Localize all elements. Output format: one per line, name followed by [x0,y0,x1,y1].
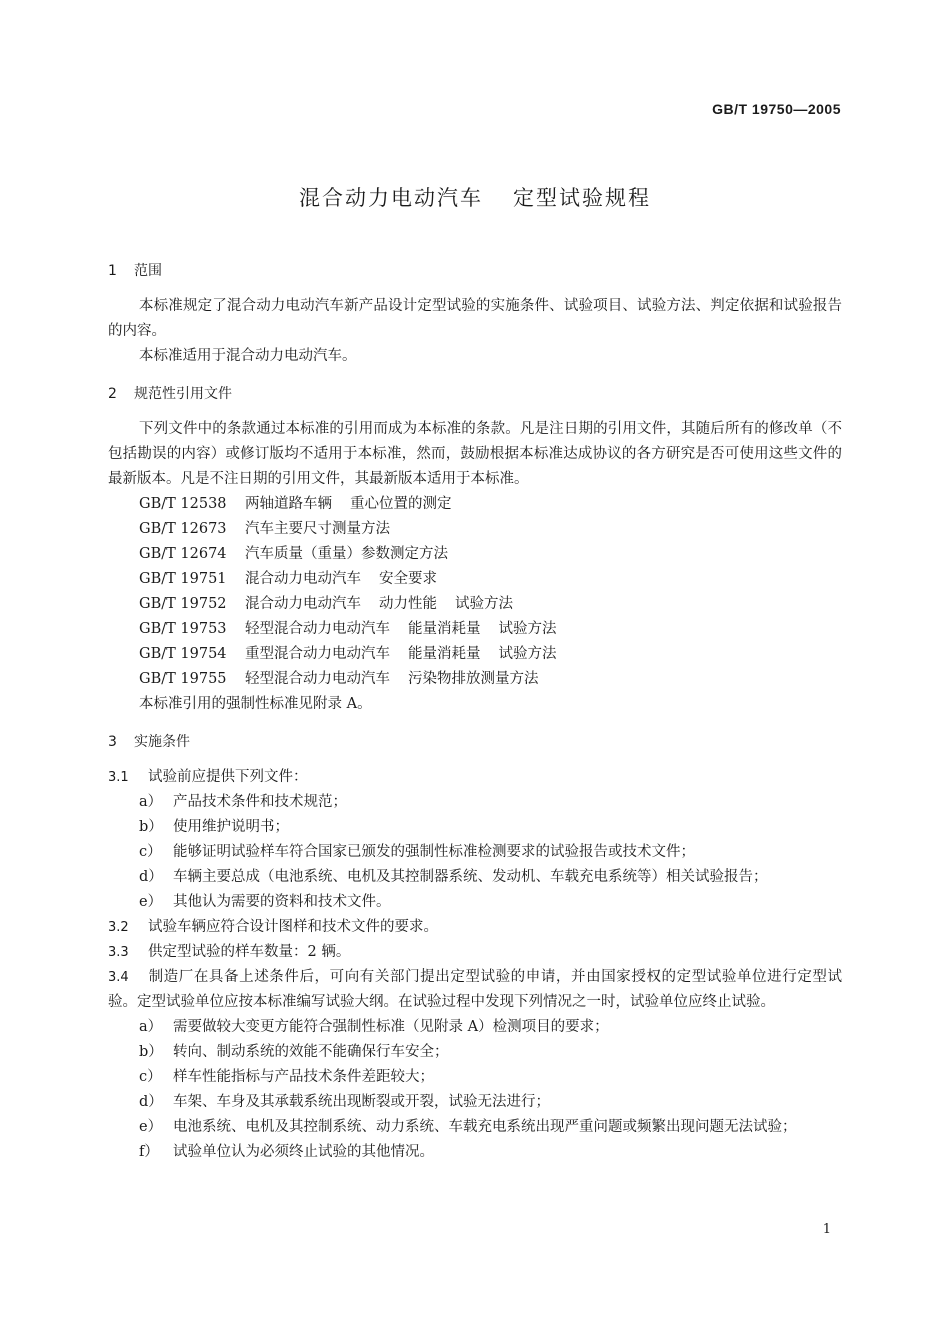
document-body [108,258,842,1165]
list-item-label: e） [139,1119,163,1135]
clause-text: 供定型试验的样车数量：2 辆。 [148,944,351,960]
list-item [108,840,842,865]
reference-title-part: 试验方法 [498,646,557,662]
clause-3-3 [108,940,842,965]
section-1-paragraph-1: 本标准规定了混合动力电动汽车新产品设计定型试验的实施条件、试验项目、试验方法、判定依据和试验报告的内容。 [108,298,842,339]
list-item-text: 使用维护说明书； [173,819,289,835]
reference-item [108,592,842,617]
reference-item [108,617,842,642]
reference-title-part: 重心位置的测定 [350,496,452,512]
list-item-text: 车架、车身及其承载系统出现断裂或开裂，试验无法进行； [173,1094,550,1110]
clause-3-4 [108,965,842,1015]
section-2-closing: 本标准引用的强制性标准见附录 A。 [139,696,372,712]
reference-title-part: 两轴道路车辆 [245,496,332,512]
list-item-text: 试验单位认为必须终止试验的其他情况。 [173,1144,434,1160]
list-item-label: d） [139,869,163,885]
reference-title-part: 能量消耗量 [408,646,481,662]
section-title: 规范性引用文件 [134,386,232,402]
reference-code: GB/T 12674 [139,546,227,562]
reference-item [108,492,842,517]
reference-title-part: 重型混合动力电动汽车 [245,646,390,662]
section-2-intro: 下列文件中的条款通过本标准的引用而成为本标准的条款。凡是注日期的引用文件，其随后所有的修改单（不包括勘误的内容）或修订版均不适用于本标准，然而，鼓励根据本标准达成协议的各方研究是否可使用这些文件的最新版本。凡是不注日期的引用文件，其最新版本适用于本标准。 [108,421,842,487]
standard-code: GB/T 19750—2005 [712,101,841,117]
list-item [108,1115,842,1140]
clause-number: 3.1 [108,770,129,785]
reference-title-part: 污染物排放测量方法 [408,671,539,687]
list-item-text: 能够证明试验样车符合国家已颁发的强制性标准检测要求的试验报告或技术文件； [173,844,695,860]
list-item-label: f） [139,1144,159,1160]
list-item-text: 车辆主要总成（电池系统、电机及其控制器系统、发动机、车载充电系统等）相关试验报告； [173,869,768,885]
reference-code: GB/T 19755 [139,671,227,687]
list-item-label: d） [139,1094,163,1110]
title-part-2: 定型试验规程 [513,186,651,210]
reference-code: GB/T 19751 [139,571,227,587]
list-item-label: b） [139,819,163,835]
clause-3-4-items [108,1015,842,1165]
clause-number: 3.4 [108,970,129,985]
section-title: 实施条件 [134,734,190,750]
document-title [0,182,950,212]
list-item [108,1140,842,1165]
reference-title-part: 能量消耗量 [408,621,481,637]
clause-text: 制造厂在具备上述条件后，可向有关部门提出定型试验的申请，并由国家授权的定型试验单位进行定型试验。定型试验单位应按本标准编写试验大纲。在试验过程中发现下列情况之一时，试验单位应终止试验。 [108,969,842,1010]
list-item-label: a） [139,1019,163,1035]
reference-title-part: 试验方法 [498,621,557,637]
reference-item [108,642,842,667]
clause-3-2 [108,915,842,940]
section-3-heading [108,729,842,755]
clause-3-1-items [108,790,842,915]
list-item [108,1090,842,1115]
reference-title-part: 试验方法 [455,596,513,612]
section-2-heading [108,381,842,407]
list-item [108,890,842,915]
list-item-label: c） [139,1069,162,1085]
list-item [108,1065,842,1090]
list-item-label: a） [139,794,163,810]
clause-text: 试验车辆应符合设计图样和技术文件的要求。 [148,919,438,935]
list-item-label: b） [139,1044,163,1060]
list-item-text: 产品技术条件和技术规范； [173,794,347,810]
list-item [108,1015,842,1040]
reference-item [108,567,842,592]
list-item-text: 样车性能指标与产品技术条件差距较大； [173,1069,434,1085]
reference-item [108,667,842,692]
page-number: 1 [822,1222,831,1237]
reference-title-part: 轻型混合动力电动汽车 [245,671,390,687]
clause-number: 3.2 [108,920,129,935]
list-item-text: 转向、制动系统的效能不能确保行车安全； [173,1044,449,1060]
reference-item [108,542,842,567]
list-item [108,815,842,840]
reference-code: GB/T 12673 [139,521,227,537]
title-part-1: 混合动力电动汽车 [299,186,483,210]
list-item-label: e） [139,894,163,910]
clause-3-1 [108,765,842,790]
reference-code: GB/T 19754 [139,646,227,662]
list-item-label: c） [139,844,162,860]
reference-title-part: 汽车质量（重量）参数测定方法 [245,546,448,562]
reference-list [108,492,842,692]
list-item [108,1040,842,1065]
reference-title-part: 汽车主要尺寸测量方法 [245,521,390,537]
reference-code: GB/T 19753 [139,621,227,637]
list-item [108,790,842,815]
section-1-paragraph-2: 本标准适用于混合动力电动汽车。 [139,348,357,364]
reference-item [108,517,842,542]
list-item [108,865,842,890]
list-item-text: 其他认为需要的资料和技术文件。 [173,894,391,910]
section-number: 1 [108,263,117,279]
clause-number: 3.3 [108,945,129,960]
list-item-text: 电池系统、电机及其控制系统、动力系统、车载充电系统出现严重问题或频繁出现问题无法试验； [173,1119,797,1135]
reference-title-part: 混合动力电动汽车 [245,596,361,612]
reference-code: GB/T 19752 [139,596,227,612]
reference-title-part: 安全要求 [379,571,437,587]
list-item-text: 需要做较大变更方能符合强制性标准（见附录 A）检测项目的要求； [173,1019,609,1035]
reference-title-part: 轻型混合动力电动汽车 [245,621,390,637]
section-number: 2 [108,386,117,402]
section-1-heading [108,258,842,284]
reference-title-part: 混合动力电动汽车 [245,571,361,587]
section-number: 3 [108,734,117,750]
clause-text: 试验前应提供下列文件： [148,769,308,785]
reference-title-part: 动力性能 [379,596,437,612]
section-title: 范围 [134,263,162,279]
reference-code: GB/T 12538 [139,496,227,512]
